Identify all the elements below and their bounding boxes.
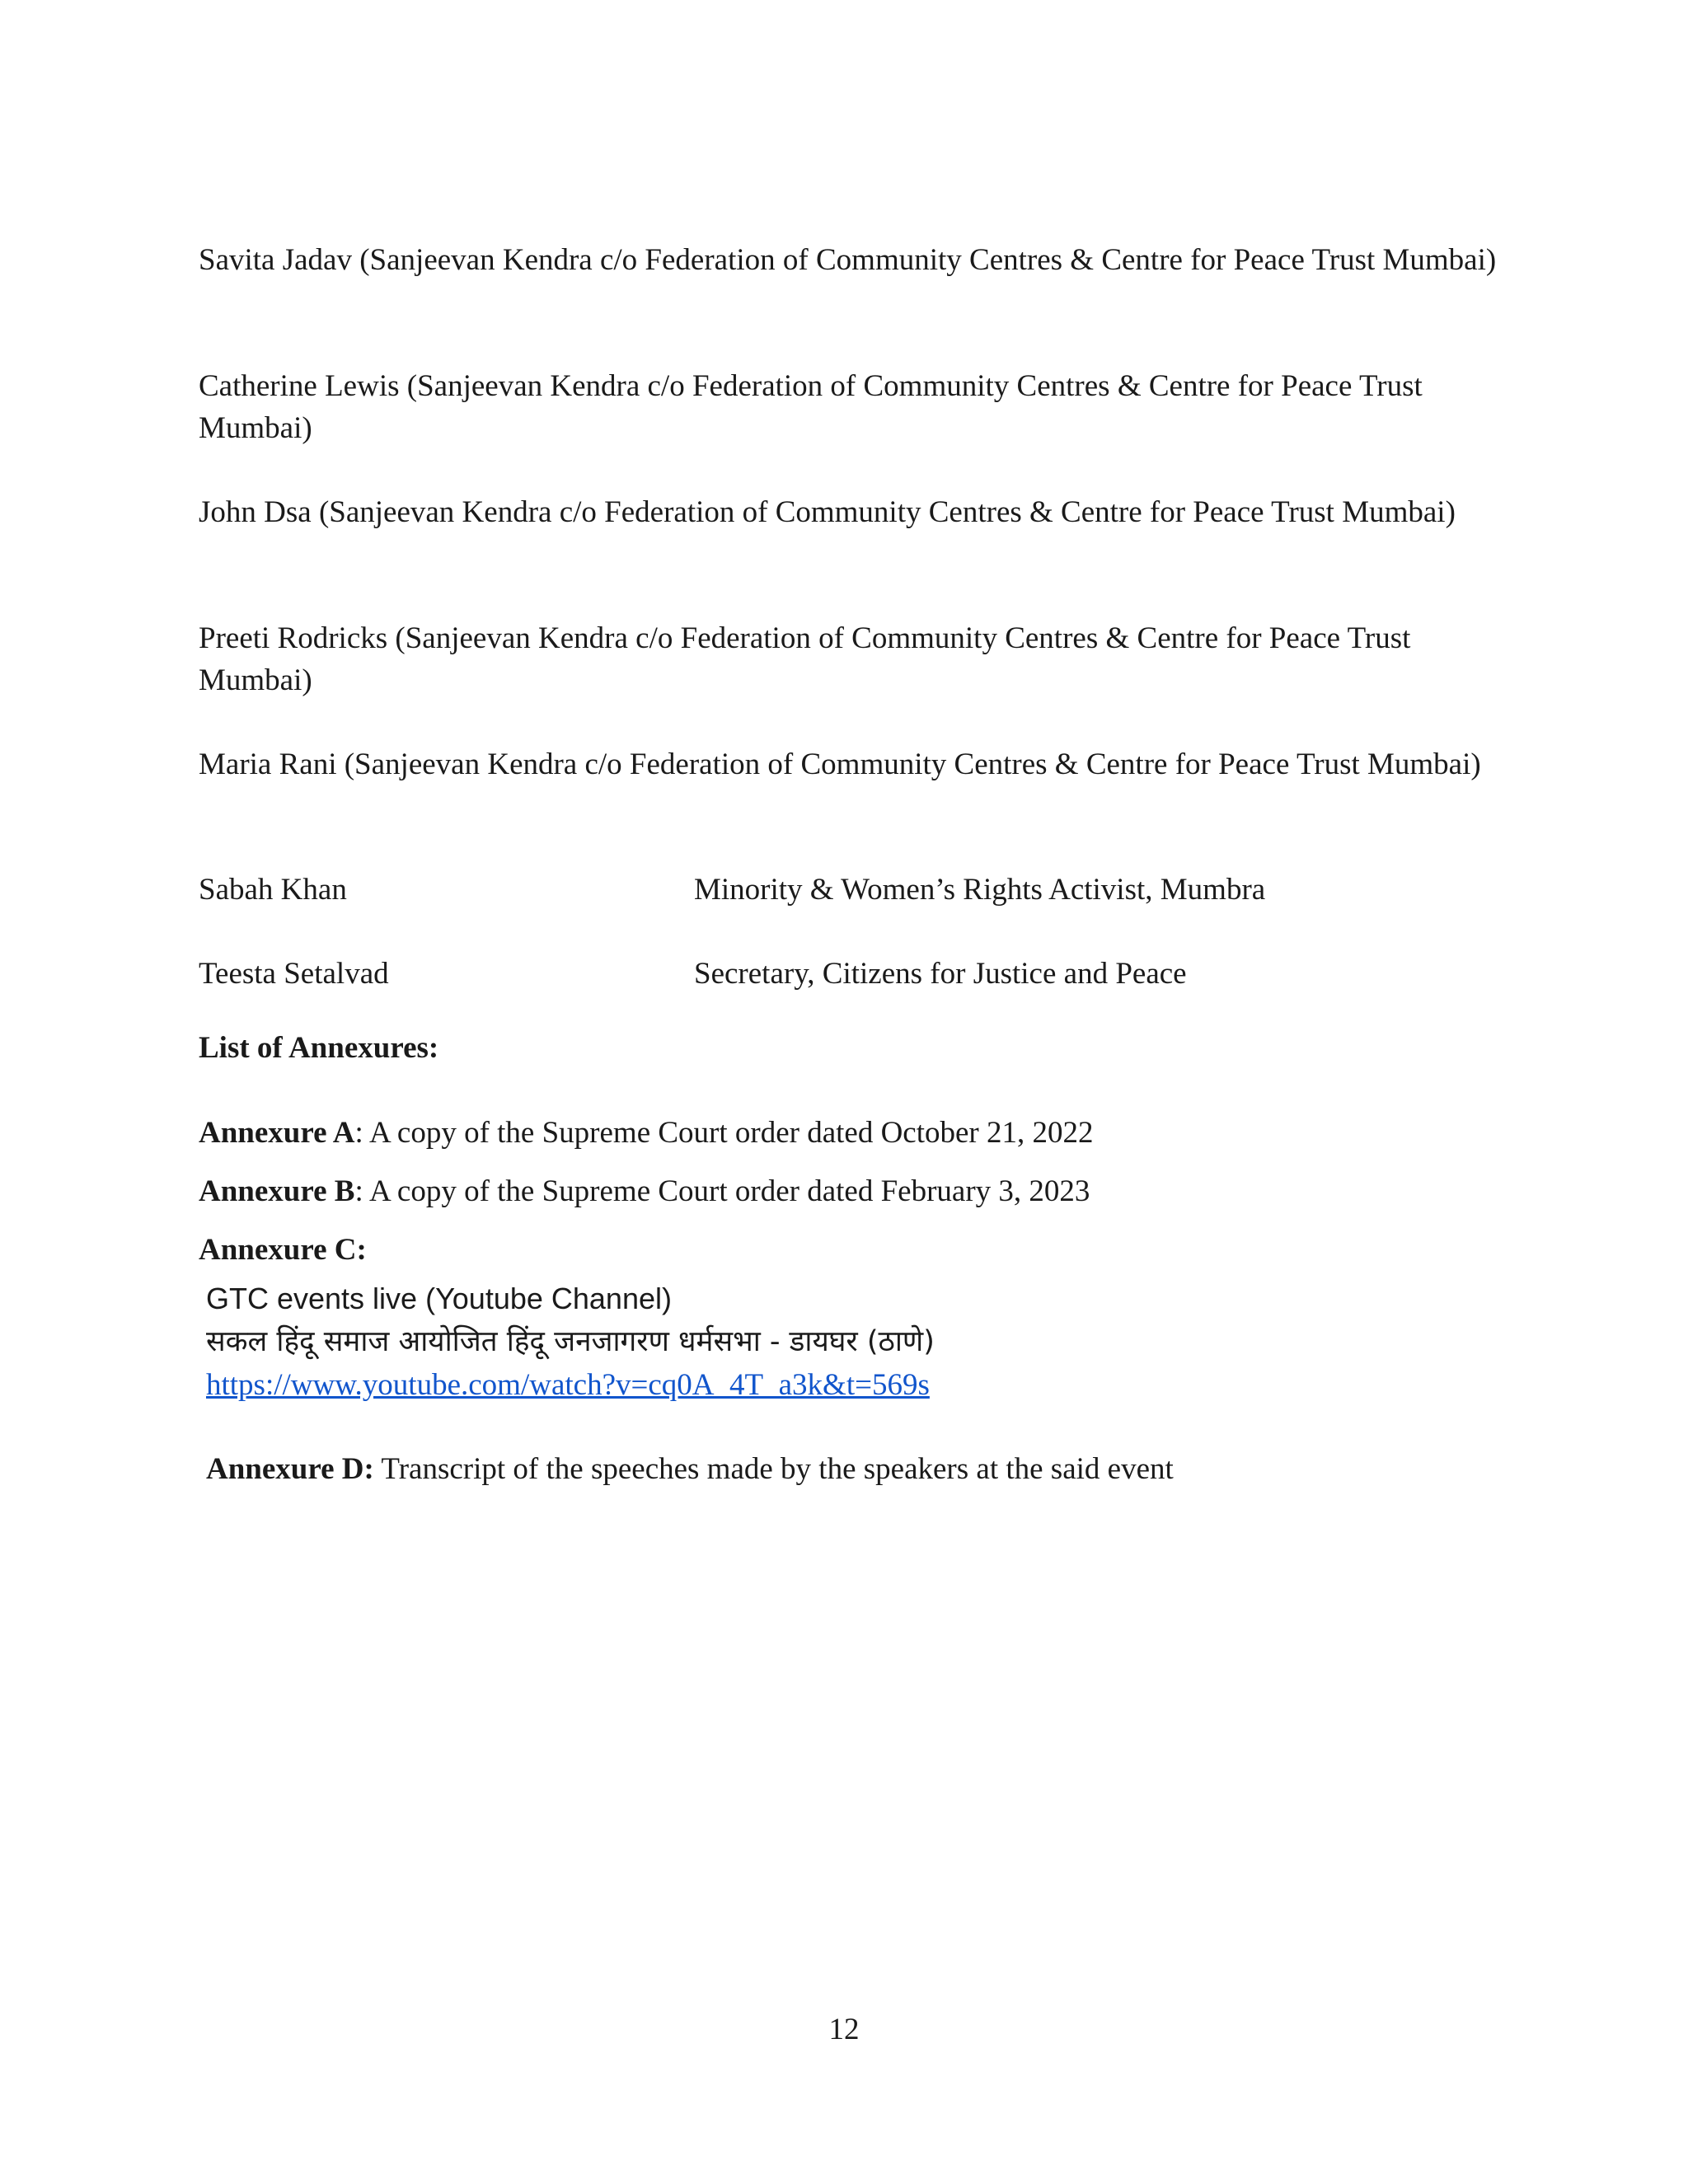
annexure-d-text: Transcript of the speeches made by the speakers at the said event: [373, 1452, 1174, 1486]
participant-entry: Preeti Rodricks (Sanjeevan Kendra c/o Federation of Community Centres & Centre for Peace Trust Mumbai): [199, 621, 1411, 697]
signatory-name: Teesta Setalvad: [199, 957, 389, 991]
annexure-d-label: Annexure D:: [206, 1452, 374, 1486]
participant-entry: Catherine Lewis (Sanjeevan Kendra c/o Federation of Community Centres & Centre for Peace Trust Mumbai): [199, 369, 1423, 445]
annexure-c-youtube-link[interactable]: https://www.youtube.com/watch?v=cq0A_4T_a3k&t=569s: [206, 1368, 930, 1402]
page-number: 12: [828, 2013, 860, 2046]
participant-entry: John Dsa (Sanjeevan Kendra c/o Federation of Community Centres & Centre for Peace Trust Mumbai): [199, 495, 1456, 529]
annexure-b-label: Annexure B: [199, 1174, 355, 1208]
participant-entry: Maria Rani (Sanjeevan Kendra c/o Federation of Community Centres & Centre for Peace Trust Mumbai): [199, 748, 1481, 781]
annexure-a-label: Annexure A: [199, 1116, 355, 1150]
annexure-d: [206, 1448, 1525, 1490]
annexure-c-label: Annexure C:: [199, 1233, 367, 1267]
signatory-role: Secretary, Citizens for Justice and Peace: [694, 957, 1187, 991]
annexure-a-text: : A copy of the Supreme Court order dated October 21, 2022: [354, 1116, 1094, 1150]
signatory-role: Minority & Women’s Rights Activist, Mumbra: [694, 873, 1266, 907]
annexure-b: [199, 1170, 1517, 1212]
signatory-name: Sabah Khan: [199, 873, 347, 907]
annexure-a: [199, 1112, 1517, 1154]
annexure-c-channel: GTC events live (Youtube Channel): [206, 1282, 672, 1315]
annexures-heading: List of Annexures:: [199, 1031, 439, 1065]
participant-entry: Savita Jadav (Sanjeevan Kendra c/o Federation of Community Centres & Centre for Peace Trust Mumbai): [199, 243, 1497, 277]
annexure-c-title: सकल हिंदू समाज आयोजित हिंदू जनजागरण धर्मसभा - डायघर (ठाणे): [206, 1325, 935, 1358]
annexure-b-text: : A copy of the Supreme Court order dated February 3, 2023: [354, 1174, 1090, 1208]
